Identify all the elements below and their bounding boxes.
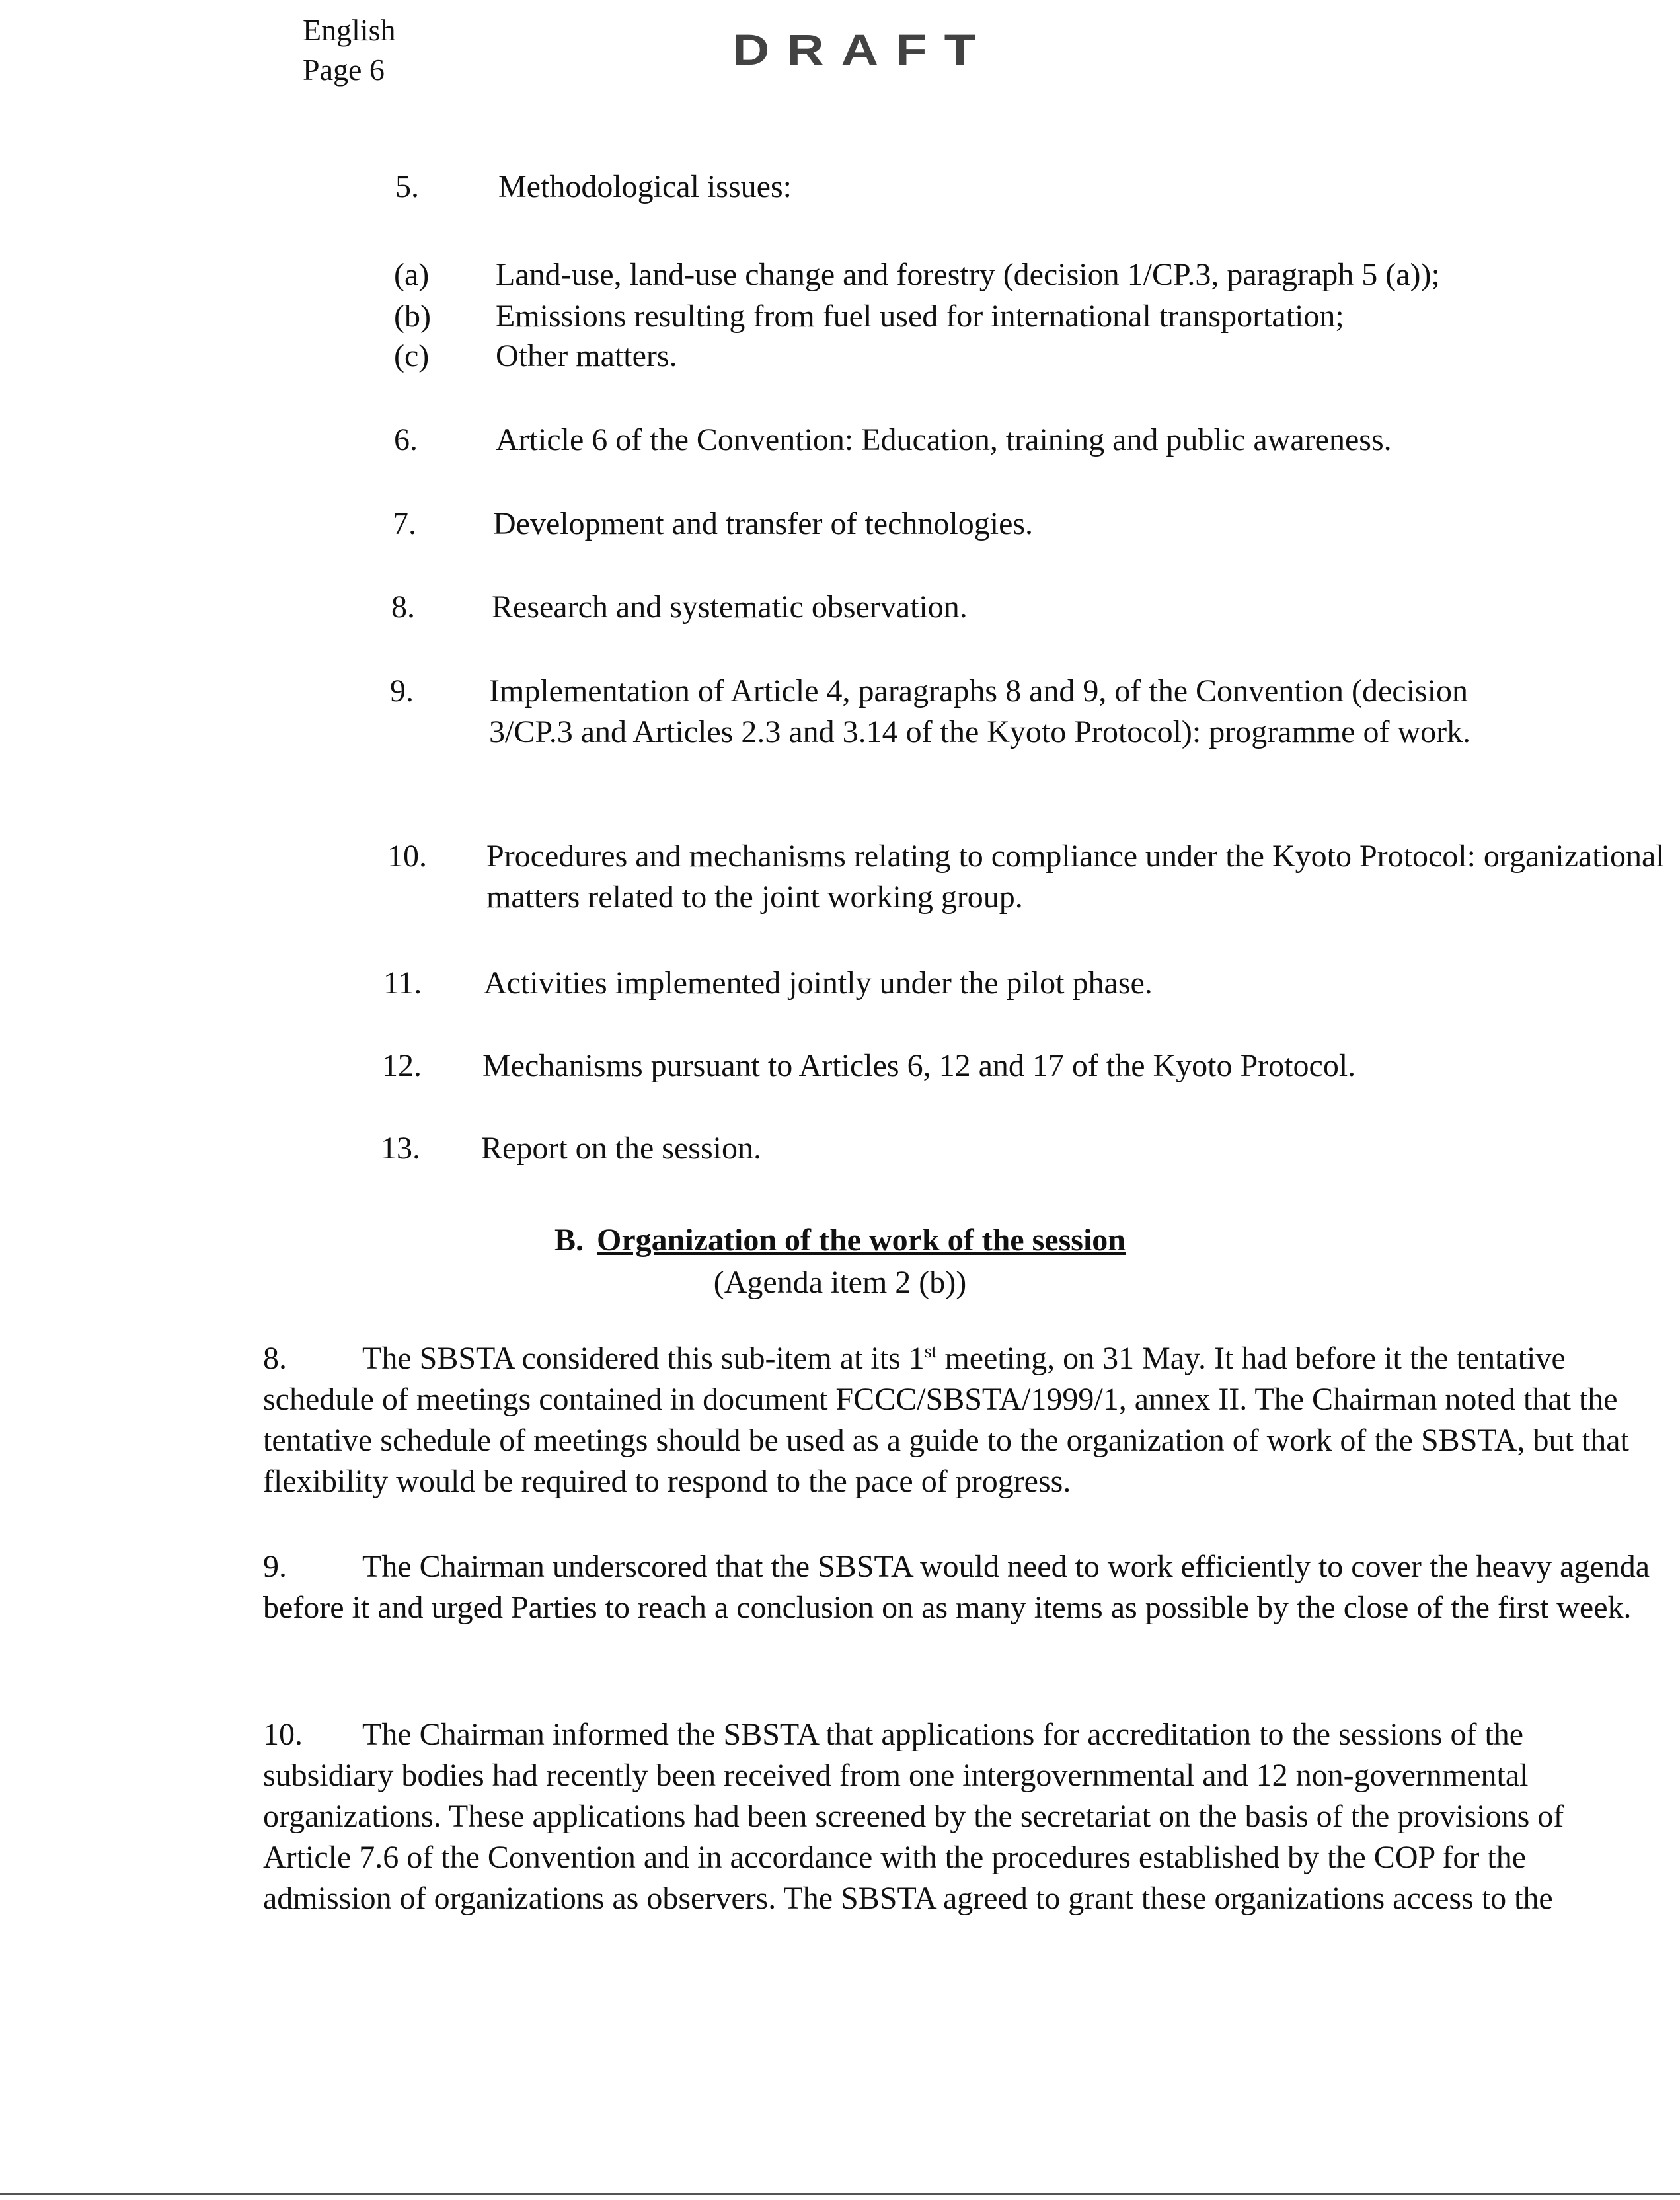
agenda-item-text: Mechanisms pursuant to Articles 6, 12 and 17 of the Kyoto Protocol. <box>482 1048 1356 1083</box>
agenda-item-text: Other matters. <box>496 338 677 373</box>
paragraph-text: meeting, on 31 May. It had before it the tentative schedule of meetings contained in document FCCC/SBSTA/1999/1, annex II. The Chairman noted that the tentative schedule of meetings should be used as a guide to the organization of work of the SBSTA, but that flexibility would be required to respond to the pace of progress. <box>263 1341 1629 1499</box>
agenda-item-text: Report on the session. <box>481 1131 761 1166</box>
paragraph <box>263 1714 1658 1919</box>
page-number: Page 6 <box>303 53 385 87</box>
agenda-item-text: Implementation of Article 4, paragraphs 8 and 9, of the Convention (decision 3/CP.3 and Articles 2.3 and 3.14 of the Kyoto Protocol): programme of work. <box>489 673 1471 749</box>
bottom-rule <box>0 2193 1680 2195</box>
paragraph-text: The Chairman underscored that the SBSTA would need to work efficiently to cover the heavy agenda before it and urged Parties to reach a conclusion on as many items as possible by the close of the first week. <box>263 1549 1650 1625</box>
agenda-item-number: 12. <box>382 1048 422 1083</box>
agenda-item-text: Activities implemented jointly under the pilot phase. <box>484 966 1153 1001</box>
draft-stamp: DRAFT <box>732 24 993 75</box>
page-header <box>303 11 396 90</box>
agenda-item-number: 13. <box>381 1131 420 1166</box>
agenda-item-text: Emissions resulting from fuel used for international transportation; <box>496 299 1344 334</box>
agenda-item-number: (b) <box>394 299 431 334</box>
agenda-item-text: Article 6 of the Convention: Education, training and public awareness. <box>496 422 1392 457</box>
agenda-item-text: Land-use, land-use change and forestry (decision 1/CP.3, paragraph 5 (a)); <box>496 257 1440 292</box>
agenda-item-text: Methodological issues: <box>498 169 792 204</box>
paragraph-text: The SBSTA considered this sub-item at its 1 <box>362 1341 925 1376</box>
agenda-item-number: 9. <box>390 673 414 708</box>
agenda-item-number: 6. <box>394 422 418 457</box>
paragraph-number: 9. <box>263 1549 287 1584</box>
superscript: st <box>924 1342 937 1362</box>
language-label: English <box>303 13 396 47</box>
paragraph <box>263 1338 1658 1502</box>
section-subtitle: (Agenda item 2 (b)) <box>713 1265 967 1300</box>
section-heading <box>0 1220 1680 1261</box>
agenda-item-number: 5. <box>395 169 419 204</box>
agenda-item-text: Procedures and mechanisms relating to compliance under the Kyoto Protocol: organizational matters related to the joint working group. <box>486 839 1665 915</box>
paragraph-text: The Chairman informed the SBSTA that applications for accreditation to the sessions of the subsidiary bodies had recently been received from one intergovernmental and 12 non-governmental organizations. These applications had been screened by the secretariat on the basis of the provisions of Article 7.6 of the Convention and in accordance with the procedures established by the COP for the admission of organizations as observers. The SBSTA agreed to grant these organizations access to the <box>263 1717 1564 1916</box>
agenda-item-number: 7. <box>393 506 416 541</box>
agenda-item-number: (a) <box>394 257 430 292</box>
agenda-item-number: (c) <box>394 338 430 373</box>
agenda-item-number: 10. <box>387 839 427 874</box>
agenda-item-text: Research and systematic observation. <box>492 589 968 625</box>
agenda-item-number: 8. <box>391 589 415 625</box>
paragraph-number: 10. <box>263 1717 303 1752</box>
section-title: Organization of the work of the session <box>597 1223 1126 1258</box>
agenda-item-text: Development and transfer of technologies. <box>493 506 1034 541</box>
section-letter: B. <box>554 1223 584 1258</box>
paragraph <box>263 1546 1658 1628</box>
paragraph-number: 8. <box>263 1341 287 1376</box>
agenda-item-number: 11. <box>383 966 422 1001</box>
